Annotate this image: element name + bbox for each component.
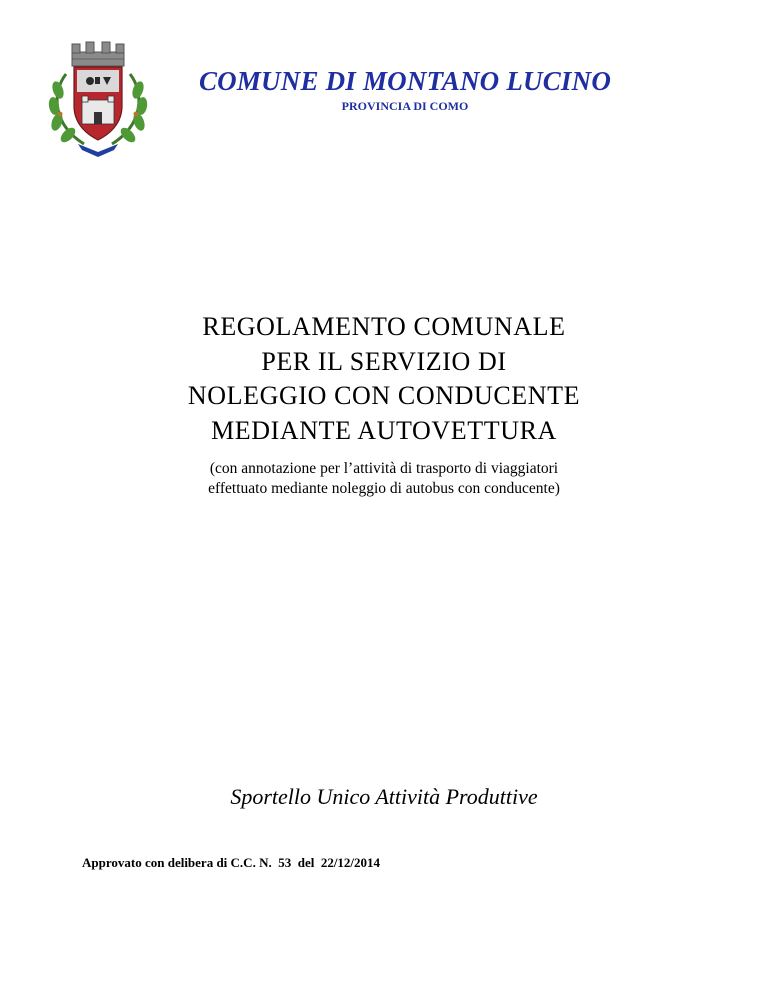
ribbon xyxy=(78,144,118,157)
approval-statement: Approvato con delibera di C.C. N. 53 del 22/12/2014 xyxy=(82,855,381,870)
title-line: REGOLAMENTO COMUNALE xyxy=(202,312,566,341)
document-note xyxy=(84,459,684,499)
note-line: (con annotazione per l’attività di trasporto di viaggiatori xyxy=(209,460,559,477)
province-name: PROVINCIA DI COMO xyxy=(341,99,469,113)
coat-of-arms-icon xyxy=(44,40,152,158)
office-name: Sportello Unico Attività Produttive xyxy=(230,784,538,809)
castle xyxy=(82,96,114,124)
note-line: effettuato mediante noleggio di autobus con conducente) xyxy=(208,480,560,497)
title-line: NOLEGGIO CON CONDUCENTE xyxy=(187,381,581,410)
title-line: MEDIANTE AUTOVETTURA xyxy=(211,415,557,445)
municipality-name: COMUNE DI MONTANO LUCINO xyxy=(198,66,612,96)
mural-crown xyxy=(72,42,124,66)
document-title xyxy=(84,310,684,448)
title-line: PER IL SERVIZIO DI xyxy=(261,346,507,376)
